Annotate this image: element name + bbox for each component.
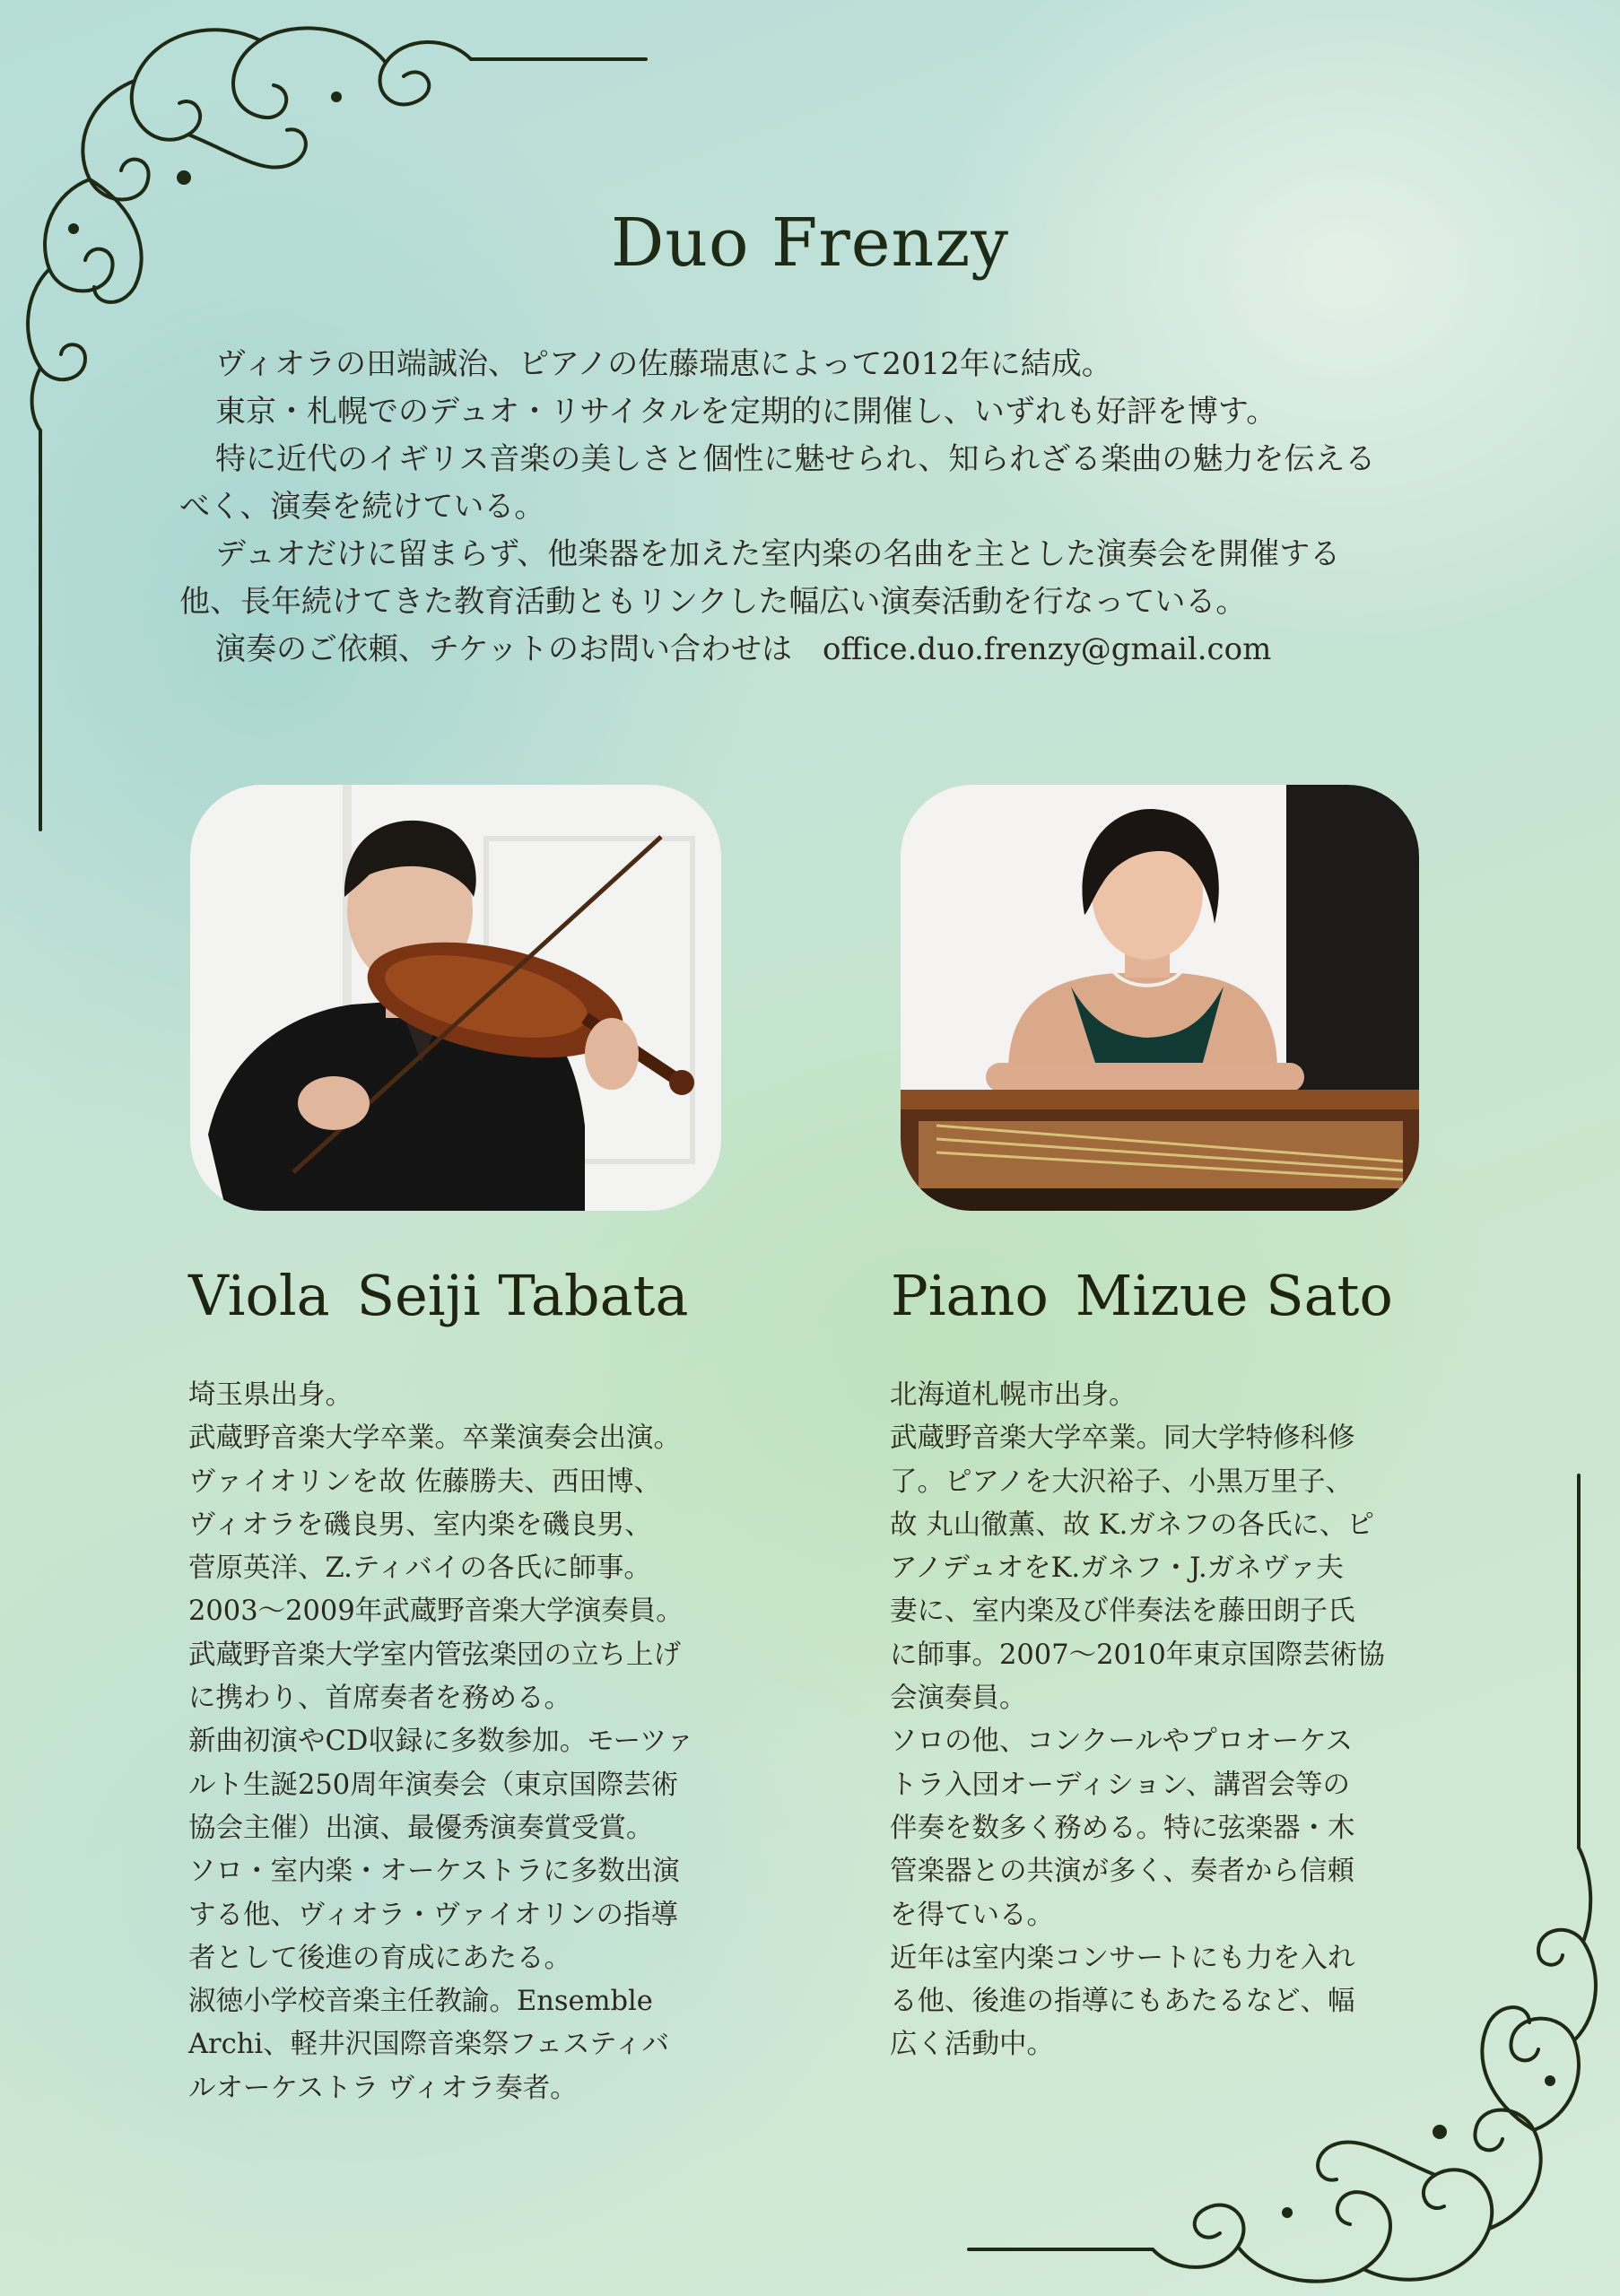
intro-line: べく、演奏を続けている。 (179, 489, 545, 525)
bio-line: 管楽器との共演が多く、奏者から信頼 (890, 1856, 1354, 1888)
bio-line: 広く活動中。 (890, 2029, 1054, 2061)
bio-line: ヴィオラを磯良男、室内楽を磯良男、 (188, 1509, 652, 1541)
bio-line: 菅原英洋、Z.ティバイの各氏に師事。 (188, 1552, 651, 1585)
intro-text (179, 341, 1480, 674)
page-title: Duo Frenzy (610, 204, 1010, 282)
bio-line: を得ている。 (890, 1899, 1054, 1931)
intro-line: 演奏のご依頼、チケットのお問い合わせは office.duo.frenzy@gmail.com (215, 631, 1272, 667)
bio-line: アノデュオをK.ガネフ・J.ガネヴァ夫 (890, 1552, 1344, 1585)
performer-name: Seiji Tabata (356, 1263, 689, 1328)
viola-bio (188, 1374, 694, 2110)
bio-line: 淑徳小学校音楽主任教諭。Ensemble (188, 1986, 653, 2018)
bio-line: 協会主催）出演、最優秀演奏賞受賞。 (188, 1812, 654, 1844)
bio-line: ソロ・室内楽・オーケストラに多数出演 (188, 1856, 680, 1888)
piano-bio (890, 1374, 1385, 2067)
bio-line: 武蔵野音楽大学卒業。同大学特修科修 (890, 1422, 1355, 1455)
bio-line: 者として後進の育成にあたる。 (188, 1942, 571, 1974)
bio-line: 2003～2009年武蔵野音楽大学演奏員。 (188, 1596, 684, 1628)
bio-line: ルト生誕250周年演奏会（東京国際芸術 (188, 1769, 679, 1801)
intro-line: ヴィオラの田端誠治、ピアノの佐藤瑞恵によって2012年に結成。 (215, 346, 1112, 382)
bio-line: ルオーケストラ ヴィオラ奏者。 (188, 2072, 578, 2104)
bio-line: ソロの他、コンクールやプロオーケス (890, 1726, 1354, 1758)
intro-line: デュオだけに留まらず、他楽器を加えた室内楽の名曲を主とした演奏会を開催する (215, 536, 1341, 572)
bio-line: 北海道札幌市出身。 (890, 1379, 1137, 1411)
bio-line: 伴奏を数多く務める。特に弦楽器・木 (890, 1812, 1355, 1844)
bio-line: 埼玉県出身。 (188, 1379, 353, 1411)
piano-name-heading (891, 1263, 1393, 1328)
intro-line: 他、長年続けてきた教育活動ともリンクした幅広い演奏活動を行なっている。 (179, 584, 1247, 620)
bio-line: 故 丸山徹薫、故 K.ガネフの各氏に、ピ (890, 1509, 1374, 1541)
viola-name-heading (188, 1263, 688, 1328)
bio-line: 会演奏員。 (890, 1683, 1027, 1715)
bio-line: トラ入団オーディション、講習会等の (890, 1769, 1351, 1801)
bio-line: 了。ピアノを大沢裕子、小黒万里子、 (890, 1465, 1354, 1498)
bio-line: する他、ヴィオラ・ヴァイオリンの指導 (188, 1899, 678, 1931)
pianist-photo (901, 785, 1419, 1211)
intro-line: 東京・札幌でのデュオ・リサイタルを定期的に開催し、いずれも好評を博す。 (215, 394, 1277, 430)
bio-line: る他、後進の指導にもあたるなど、幅 (890, 1986, 1355, 2018)
bio-line: 妻に、室内楽及び伴奏法を藤田朗子氏 (890, 1596, 1355, 1628)
intro-line: 特に近代のイギリス音楽の美しさと個性に魅せられ、知られざる楽曲の魅力を伝える (215, 441, 1376, 477)
bio-line: 新曲初演やCD収録に多数参加。モーツァ (188, 1726, 694, 1758)
instrument-label: Piano (891, 1263, 1049, 1328)
bio-line: に師事。2007～2010年東京国際芸術協 (890, 1639, 1385, 1671)
bio-line: に携わり、首席奏者を務める。 (188, 1683, 571, 1715)
bio-line: 武蔵野音楽大学室内管弦楽団の立ち上げ (188, 1639, 681, 1671)
bio-line: 武蔵野音楽大学卒業。卒業演奏会出演。 (188, 1422, 681, 1455)
bio-line: ヴァイオリンを故 佐藤勝夫、西田博、 (188, 1465, 661, 1498)
viola-player-photo (190, 785, 721, 1211)
bio-line: 近年は室内楽コンサートにも力を入れ (890, 1942, 1355, 1974)
performer-name: Mizue Sato (1075, 1263, 1393, 1328)
bio-line: Archi、軽井沢国際音楽祭フェスティバ (188, 2029, 670, 2061)
instrument-label: Viola (188, 1263, 330, 1328)
